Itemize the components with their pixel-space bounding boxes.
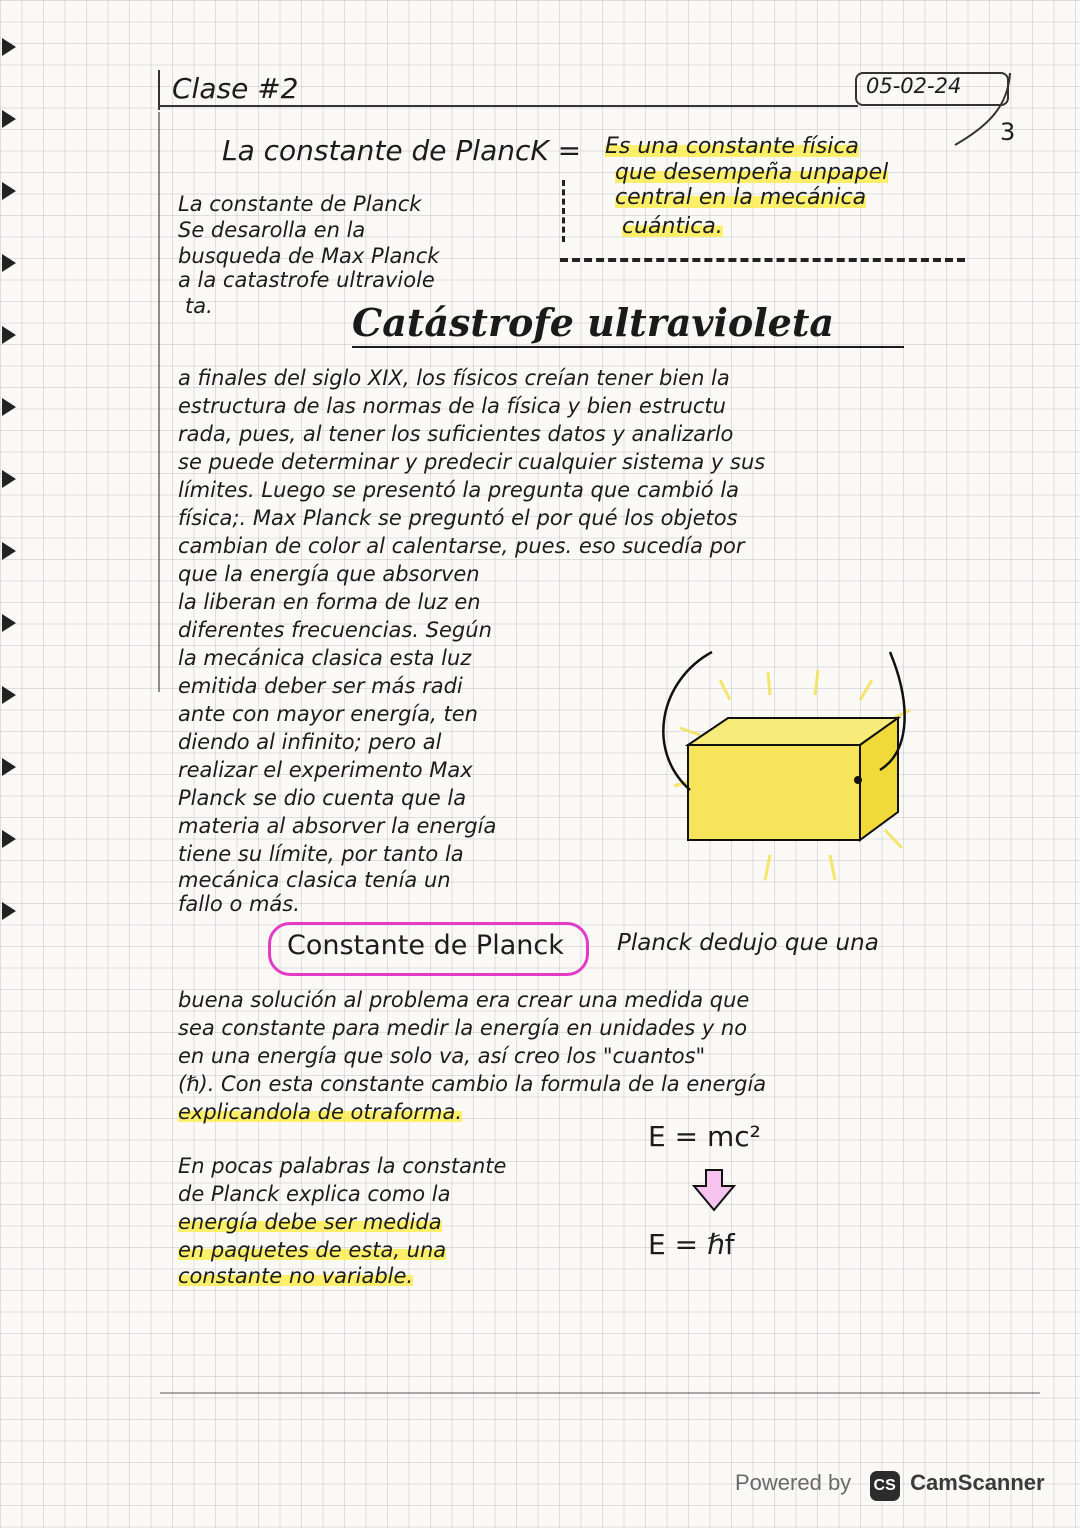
section3-title: Constante de Planck <box>287 930 564 961</box>
definition-line: Es una constante física <box>605 134 859 159</box>
frame-line <box>158 70 160 110</box>
left-note-line: Se desarolla en la <box>178 218 366 242</box>
paragraph-line: límites. Luego se presentó la pregunta que cambió la <box>178 478 740 502</box>
paragraph-line: buena solución al problema era crear una medida que <box>178 988 750 1012</box>
paragraph-line: estructura de las normas de la física y bien estructu <box>178 394 726 418</box>
paragraph-line: diferentes frecuencias. Según <box>178 618 492 642</box>
paragraph-line: física;. Max Planck se preguntó el por qué los objetos <box>178 506 738 530</box>
formula-planck: E = ℏf <box>648 1228 735 1261</box>
class-label: Clase #2 <box>172 72 299 105</box>
summary-line: En pocas palabras la constante <box>178 1154 507 1178</box>
paragraph-line: realizar el experimento Max <box>178 758 473 782</box>
paragraph-line: la mecánica clasica esta luz <box>178 646 472 670</box>
section3-lead: Planck dedujo que una <box>617 930 879 956</box>
paragraph-line: a finales del siglo XIX, los físicos creían tener bien la <box>178 366 730 390</box>
left-note-line: busqueda de Max Planck <box>178 244 440 268</box>
frame-line <box>158 105 858 107</box>
section2-title: Catástrofe ultravioleta <box>352 300 835 345</box>
camscanner-brand: CamScanner <box>910 1470 1045 1495</box>
title-underline <box>352 346 904 348</box>
paragraph-line: que la energía que absorven <box>178 562 480 586</box>
binding-hole <box>2 398 16 416</box>
binding-hole <box>2 254 16 272</box>
definition-line: que desempeña unpapel <box>615 160 889 185</box>
summary-line: de Planck explica como la <box>178 1182 451 1206</box>
binding-hole <box>2 470 16 488</box>
binding-hole <box>2 326 16 344</box>
paragraph-line: la liberan en forma de luz en <box>178 590 481 614</box>
binding-hole <box>2 38 16 56</box>
paragraph-line: en una energía que solo va, así creo los "cuantos" <box>178 1044 706 1068</box>
grade: 3 <box>1000 118 1016 146</box>
date: 05-02-24 <box>866 74 962 98</box>
binding-hole <box>2 542 16 560</box>
binding-hole <box>2 110 16 128</box>
powered-by-text: Powered by <box>735 1470 852 1495</box>
paragraph-line: se puede determinar y predecir cualquier sistema y sus <box>178 450 766 474</box>
paragraph-line: diendo al infinito; pero al <box>178 730 442 754</box>
blackbody-box-drawing <box>640 640 940 940</box>
paragraph-line: fallo o más. <box>178 892 300 916</box>
margin-line <box>158 112 160 692</box>
paragraph-line: tiene su límite, por tanto la <box>178 842 464 866</box>
camscanner-logo-icon: CS <box>870 1471 900 1501</box>
binding-hole <box>2 902 16 920</box>
paragraph-line: emitida deber ser más radi <box>178 674 463 698</box>
paragraph-line: rada, pues, al tener los suficientes datos y analizarlo <box>178 422 734 446</box>
paragraph-line: mecánica clasica tenía un <box>178 868 451 892</box>
arrow-down-icon <box>690 1168 740 1214</box>
left-note-line: a la catastrofe ultraviole <box>178 268 435 292</box>
summary-line: constante no variable. <box>178 1264 414 1288</box>
paragraph-line: (ℏ). Con esta constante cambio la formula de la energía <box>178 1072 767 1096</box>
summary-line: energía debe ser medida <box>178 1210 442 1234</box>
spiral-binding <box>0 0 40 1528</box>
binding-hole <box>2 758 16 776</box>
binding-hole <box>2 686 16 704</box>
left-note-line: La constante de Planck <box>178 192 422 216</box>
left-note-line: ta. <box>185 294 213 318</box>
check-mark <box>950 65 1030 155</box>
scanner-watermark <box>735 1470 1045 1501</box>
formula-classic: E = mc² <box>648 1120 761 1153</box>
paragraph-line: materia al absorver la energía <box>178 814 497 838</box>
definition-line: cuántica. <box>622 214 723 239</box>
paragraph-line: explicandola de otraforma. <box>178 1100 463 1124</box>
definition-line: central en la mecánica <box>615 185 867 210</box>
divider <box>562 180 568 242</box>
binding-hole <box>2 182 16 200</box>
binding-hole <box>2 614 16 632</box>
summary-line: en paquetes de esta, una <box>178 1238 447 1262</box>
paragraph-line: ante con mayor energía, ten <box>178 702 478 726</box>
paragraph-line: sea constante para medir la energía en unidades y no <box>178 1016 748 1040</box>
paragraph-line: Planck se dio cuenta que la <box>178 786 467 810</box>
paragraph-line: cambian de color al calentarse, pues. eso sucedía por <box>178 534 745 558</box>
section1-title: La constante de PlancK = <box>222 134 582 167</box>
frame-line <box>160 1392 1040 1394</box>
divider <box>560 258 965 262</box>
binding-hole <box>2 830 16 848</box>
